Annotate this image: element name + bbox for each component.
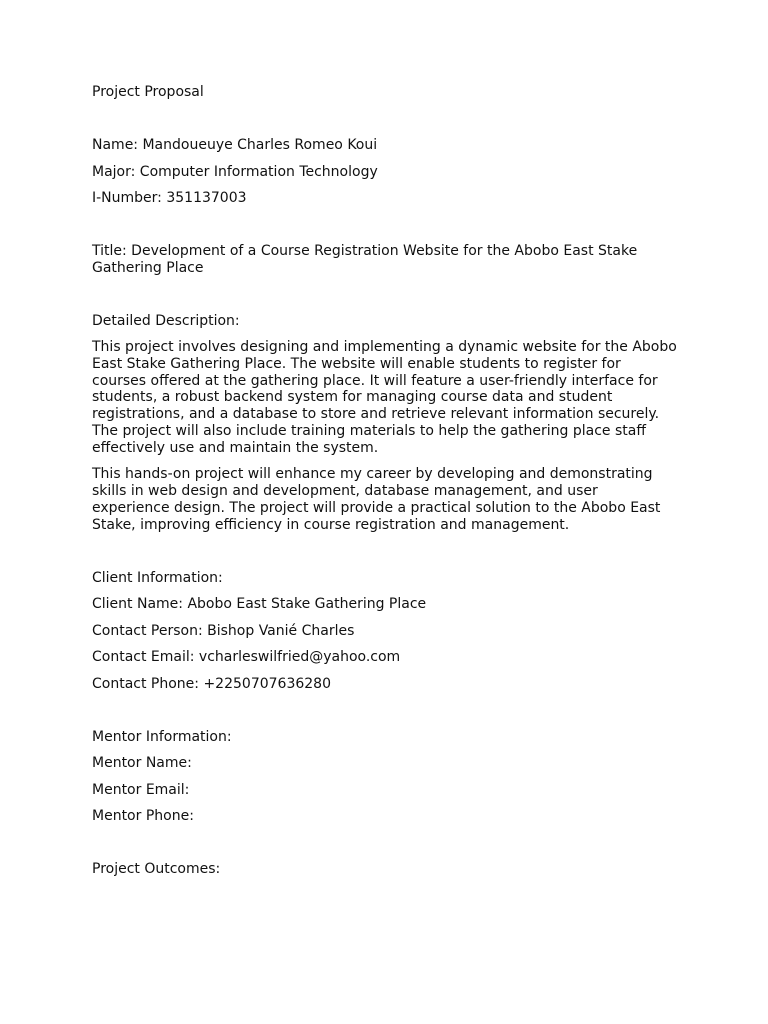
description-label: Detailed Description: xyxy=(92,312,240,329)
description-paragraph-1: This project involves designing and implementing a dynamic website for the Abobo East Stake Gathering Place. The website will enable students to register for courses offered at the gathering place. It will feature a user-friendly interface for students, a robust backend system for managing course data and student registrations, and a database to store and retrieve relevant information securely. The project will also include training materials to help the gathering place staff effectively use and maintain the system. xyxy=(92,339,677,456)
client-contact-phone: Contact Phone: +2250707636280 xyxy=(92,675,331,692)
student-name: Name: Mandoueuye Charles Romeo Koui xyxy=(92,137,378,153)
client-name: Client Name: Abobo East Stake Gathering Place xyxy=(92,596,427,613)
mentor-phone: Mentor Phone: xyxy=(92,808,194,825)
document-page xyxy=(92,84,677,878)
student-major: Major: Computer Information Technology xyxy=(92,163,378,180)
student-inumber: I-Number: 351137003 xyxy=(92,190,247,206)
description-paragraph-2: This hands-on project will enhance my career by developing and demonstrating skills in web design and development, database management, and user experience design. The project will provide a practical solution to the Abobo East Stake, improving efficiency in course registration and management. xyxy=(92,466,661,533)
client-info-label: Client Information: xyxy=(92,569,223,586)
project-title: Title: Development of a Course Registration Website for the Abobo East Stake Gathering Place xyxy=(92,243,638,276)
mentor-name: Mentor Name: xyxy=(92,755,192,772)
mentor-email: Mentor Email: xyxy=(92,781,190,798)
document-heading: Project Proposal xyxy=(92,84,204,100)
mentor-info-label: Mentor Information: xyxy=(92,728,232,745)
project-outcomes-label: Project Outcomes: xyxy=(92,861,221,878)
client-contact-person: Contact Person: Bishop Vanié Charles xyxy=(92,622,355,639)
client-contact-email: Contact Email: vcharleswilfried@yahoo.com xyxy=(92,649,401,666)
